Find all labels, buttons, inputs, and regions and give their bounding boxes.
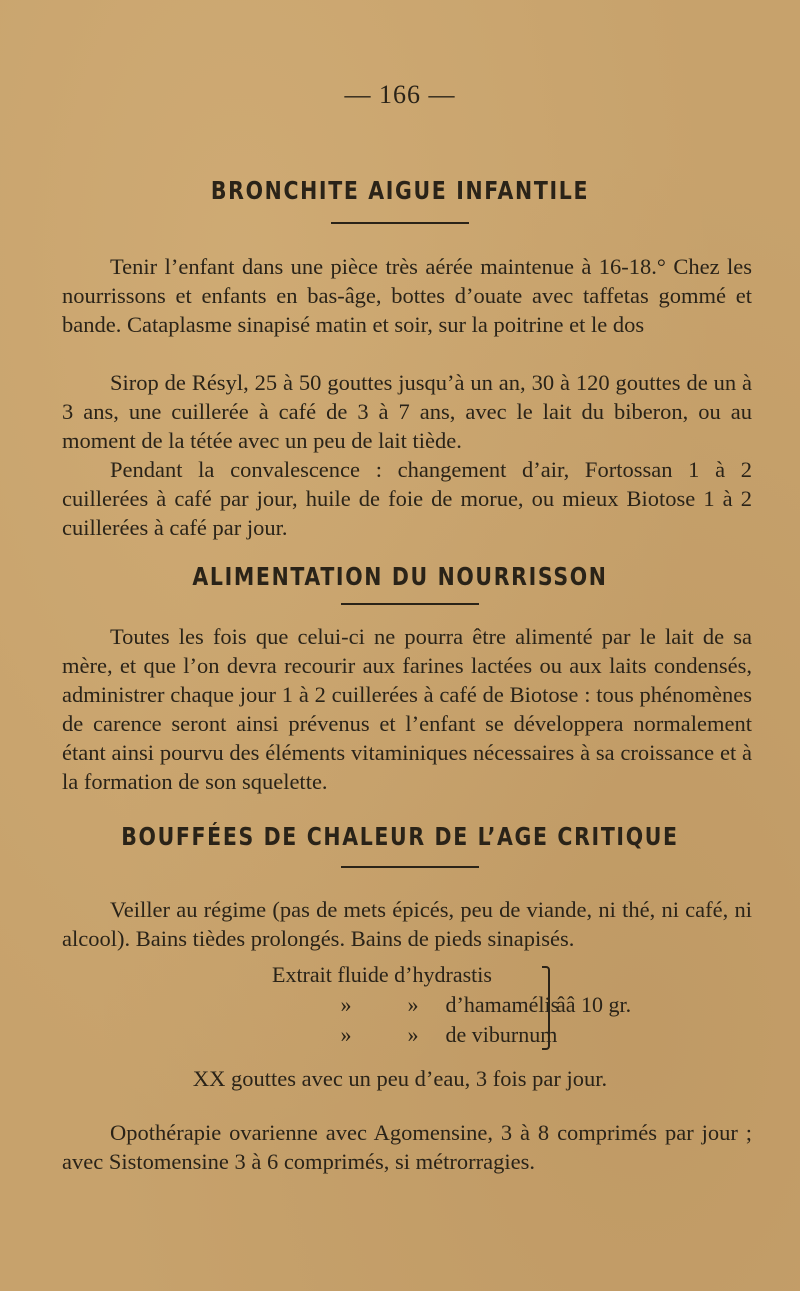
paragraph-regime: Veiller au régime (pas de mets épicés, peu de viande, ni thé, ni café, ni alcool). Bains tièdes prolongés. Bains de pieds sinapisés. <box>62 897 752 951</box>
ditto-mark: » <box>407 992 419 1017</box>
section-title-bronchite: BRONCHITE AIGUE INFANTILE <box>210 176 590 205</box>
formula-ingredient: de viburnum <box>445 1022 558 1047</box>
paragraph-bronchite-syrup: Sirop de Résyl, 25 à 50 gouttes jusqu’à un an, 30 à 120 gouttes de un à 3 ans, une cuillerée à café de 3 à 7 ans, avec le lait du biberon, ou au moment de la tétée avec un peu de lait tiède. <box>62 370 752 453</box>
paragraph-opotherapie: Opothérapie ovarienne avec Agomensine, 3 à 8 comprimés par jour ; avec Sistomensine 3 à 6 comprimés, si métrorragies. <box>62 1120 752 1174</box>
section-divider <box>341 866 479 868</box>
page-number: — 166 — <box>344 80 456 109</box>
section-title-bouffees: BOUFFÉES DE CHALEUR DE L’AGE CRITIQUE <box>121 822 679 851</box>
ditto-mark: » <box>340 1022 352 1047</box>
ditto-mark: » <box>340 992 352 1017</box>
ditto-mark: » <box>407 1022 419 1047</box>
posology-line: XX gouttes avec un peu d’eau, 3 fois par jour. <box>192 1066 608 1091</box>
paragraph-bronchite-care: Tenir l’enfant dans une pièce très aérée maintenue à 16-18.° Chez les nourrissons et enfants en bas-âge, bottes d’ouate avec taffetas gommé et bande. Cataplasme sinapisé matin et soir, sur la poitrine et le dos <box>62 254 752 337</box>
section-title-alimentation: ALIMENTATION DU NOURRISSON <box>192 562 608 591</box>
formula-line <box>272 990 560 1020</box>
prescription-formula <box>0 960 800 1050</box>
paragraph-alimentation: Toutes les fois que celui-ci ne pourra être alimenté par le lait de sa mère, et que l’on devra recourir aux farines lactées ou aux laits condensés, administrer chaque jour 1 à 2 cuillerées à café de Biotose : tous phénomènes de carence seront ainsi prévenus et l’enfant se développera normalement étant ainsi pourvu des éléments vitaminiques nécessaires à sa croissance et à la formation de son squelette. <box>62 624 752 794</box>
formula-ingredients <box>272 960 560 1050</box>
formula-line <box>272 1020 558 1050</box>
formula-dose: ââ 10 gr. <box>556 992 632 1017</box>
section-divider <box>341 603 479 605</box>
section-divider <box>331 222 469 224</box>
brace-bracket <box>542 966 550 1050</box>
formula-ingredient: d’hamamélis <box>445 992 560 1017</box>
formula-line <box>272 960 542 990</box>
formula-ingredient: Extrait fluide d’hydrastis <box>272 962 492 987</box>
paragraph-bronchite-convalescence: Pendant la convalescence : changement d’air, Fortossan 1 à 2 cuillerées à café par jour, huile de foie de morue, ou mieux Biotose 1 à 2 cuillerées à café par jour. <box>62 457 752 540</box>
